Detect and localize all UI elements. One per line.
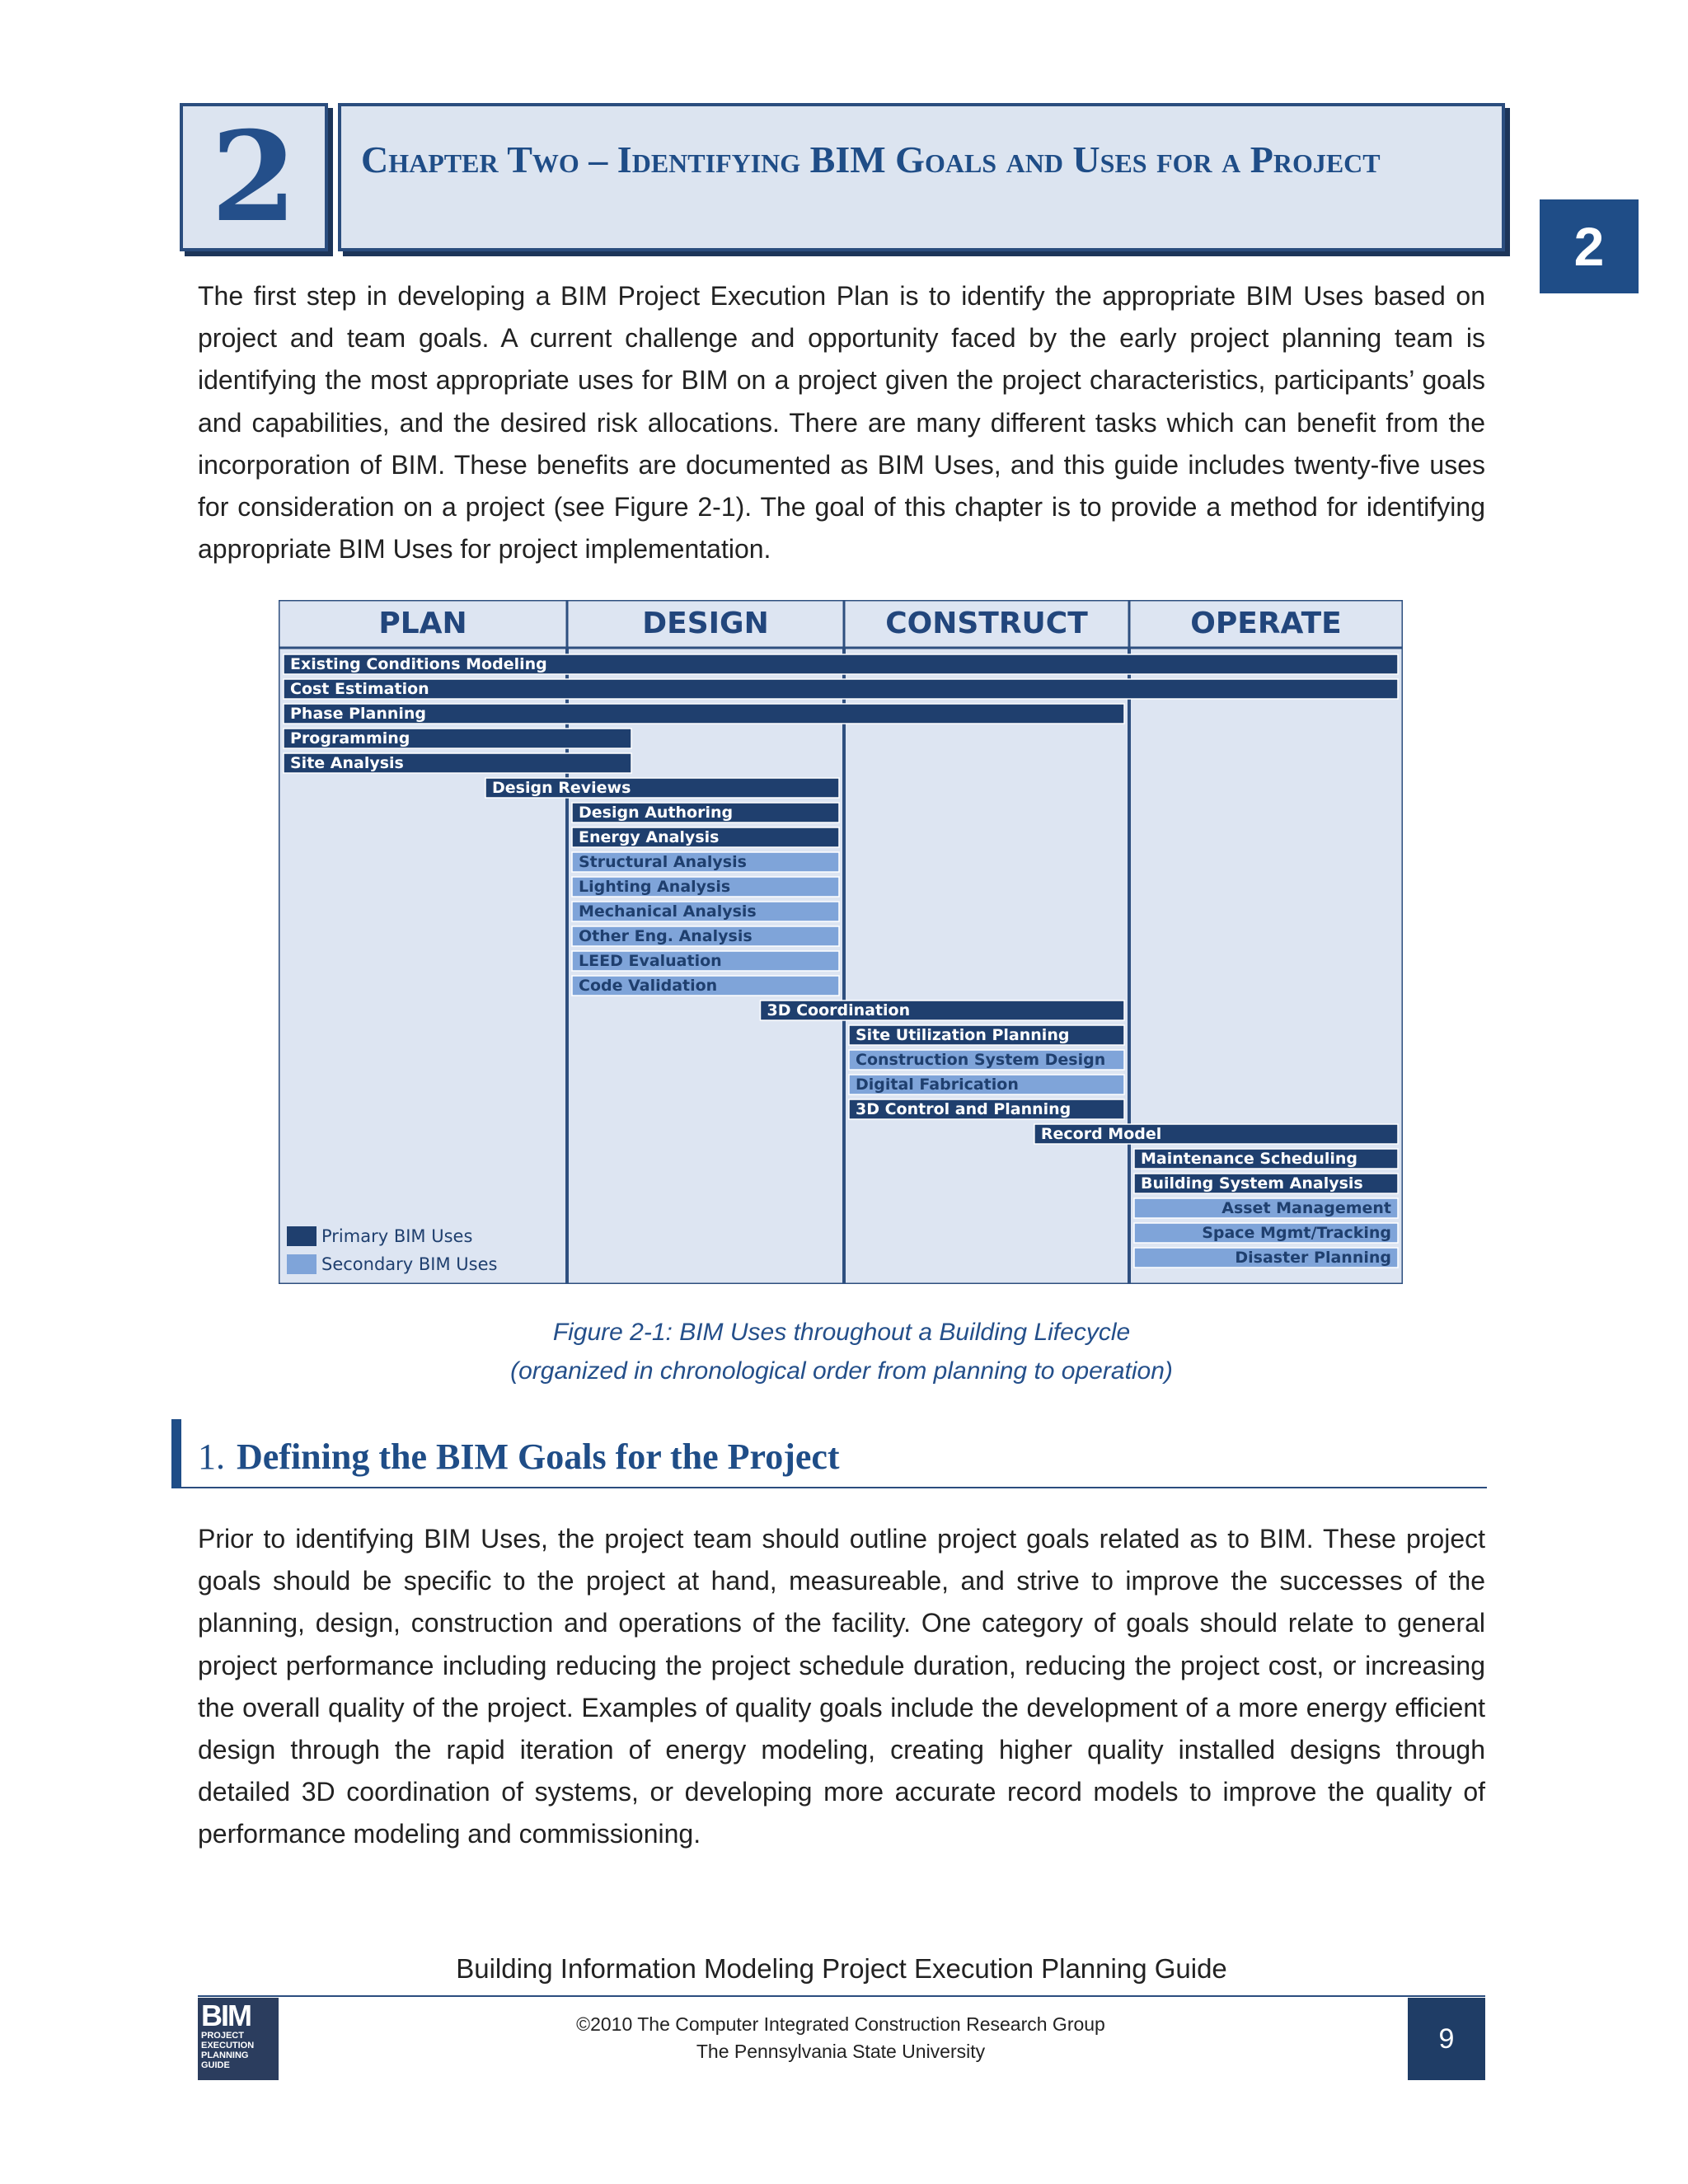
bim-use-label: Cost Estimation <box>290 680 429 698</box>
bim-use-label: Energy Analysis <box>579 828 720 846</box>
bim-use-label: Maintenance Scheduling <box>1141 1150 1358 1168</box>
footer-university: The Pennsylvania State University <box>696 2041 986 2062</box>
figure-caption-line1: Figure 2-1: BIM Uses throughout a Building Lifecycle <box>552 1319 1131 1346</box>
bim-use-label: Other Eng. Analysis <box>579 927 753 945</box>
bim-use-label: Digital Fabrication <box>856 1076 1019 1094</box>
bim-use-label: Site Utilization Planning <box>856 1026 1070 1044</box>
chapter-side-tab[interactable]: 2 <box>1540 199 1639 293</box>
bim-use-label: Record Model <box>1040 1125 1162 1143</box>
bim-use-label: Programming <box>290 729 410 748</box>
bim-use-label: 3D Control and Planning <box>856 1100 1071 1118</box>
bim-use-label: Disaster Planning <box>1235 1249 1391 1267</box>
section-title: Defining the BIM Goals for the Project <box>237 1436 840 1477</box>
figure-caption-line2: (organized in chronological order from planning to operation) <box>510 1357 1173 1385</box>
bim-use-bar <box>284 679 1398 699</box>
legend-primary-label: Primary BIM Uses <box>321 1226 473 1246</box>
chapter-title: Chapter Two – Identifying BIM Goals and Uses for a Project <box>361 138 1381 180</box>
phase-header-operate: OPERATE <box>1190 607 1342 640</box>
phase-header-plan: PLAN <box>378 607 467 640</box>
bim-use-label: Design Authoring <box>579 804 734 822</box>
bim-use-label: Asset Management <box>1221 1199 1391 1217</box>
phase-header-construct: CONSTRUCT <box>885 607 1088 640</box>
legend-secondary-swatch <box>287 1254 316 1274</box>
phase-header-design: DESIGN <box>642 607 769 640</box>
chapter-number-box <box>180 103 328 251</box>
chapter-number: 2 <box>210 105 298 250</box>
section-paragraph: Prior to identifying BIM Uses, the project team should outline project goals related as to BIM. These project goals should be specific to the project at hand, measureable, and strive to improve the successes of the planning, design, construction and operations of the facility. One category of goals should relate to general project performance including reducing the project schedule duration, reducing the project cost, or increasing the overall quality of the project. Examples of quality goals include the development of a more energy efficient design through the rapid iteration of energy modeling, creating higher quality installed designs through detailed 3D coordination of systems, or developing more accurate record models to improve the quality of performance modeling and commissioning. <box>198 1524 1485 1849</box>
bim-use-label: LEED Evaluation <box>579 952 722 970</box>
bim-use-label: Phase Planning <box>290 705 427 723</box>
section-heading <box>198 1436 840 1478</box>
bim-uses-figure <box>279 600 1403 1284</box>
chapter-title-box <box>338 103 1505 251</box>
bim-use-label: Lighting Analysis <box>579 878 731 896</box>
bim-use-label: Existing Conditions Modeling <box>290 655 547 673</box>
bim-use-label: Site Analysis <box>290 754 404 772</box>
bim-use-label: Design Reviews <box>492 779 631 797</box>
bim-use-label: Space Mgmt/Tracking <box>1202 1224 1391 1242</box>
footer-guide-title: Building Information Modeling Project Execution Planning Guide <box>456 1953 1227 1984</box>
bim-logo-subtext: PROJECT EXECUTION PLANNING GUIDE <box>201 2031 255 2070</box>
footer-rule <box>198 1995 1485 1997</box>
legend-secondary-label: Secondary BIM Uses <box>321 1254 498 1274</box>
bim-use-label: Construction System Design <box>856 1051 1106 1069</box>
bim-use-label: Code Validation <box>579 977 718 995</box>
footer-copyright-block <box>412 2011 1269 2065</box>
section-accent-bar <box>171 1419 181 1488</box>
intro-paragraph: The first step in developing a BIM Project Execution Plan is to identify the appropriate BIM Uses based on project and team goals. A current challenge and opportunity faced by the early project planning team is identifying the most appropriate uses for BIM on a project given the project characteristics, participants’ goals and capabilities, and the desired risk allocations. There are many different tasks which can benefit from the incorporation of BIM. These benefits are documented as BIM Uses, and this guide includes twenty-five uses for consideration on a project (see Figure 2-1). The goal of this chapter is to provide a method for identifying appropriate BIM Uses for project implementation. <box>198 281 1485 565</box>
footer-copyright: ©2010 The Computer Integrated Construction Research Group <box>576 2013 1105 2035</box>
bim-logo <box>198 1998 279 2080</box>
page-number: 9 <box>1408 1998 1485 2080</box>
legend-primary-swatch <box>287 1226 316 1246</box>
bim-logo-text: BIM <box>201 1999 251 2032</box>
bim-use-label: Mechanical Analysis <box>579 902 757 921</box>
bim-use-label: Structural Analysis <box>579 853 747 871</box>
section-rule <box>181 1487 1487 1488</box>
bim-use-label: Building System Analysis <box>1141 1174 1363 1193</box>
bim-use-label: 3D Coordination <box>767 1001 911 1019</box>
section-number: 1. <box>198 1436 225 1477</box>
